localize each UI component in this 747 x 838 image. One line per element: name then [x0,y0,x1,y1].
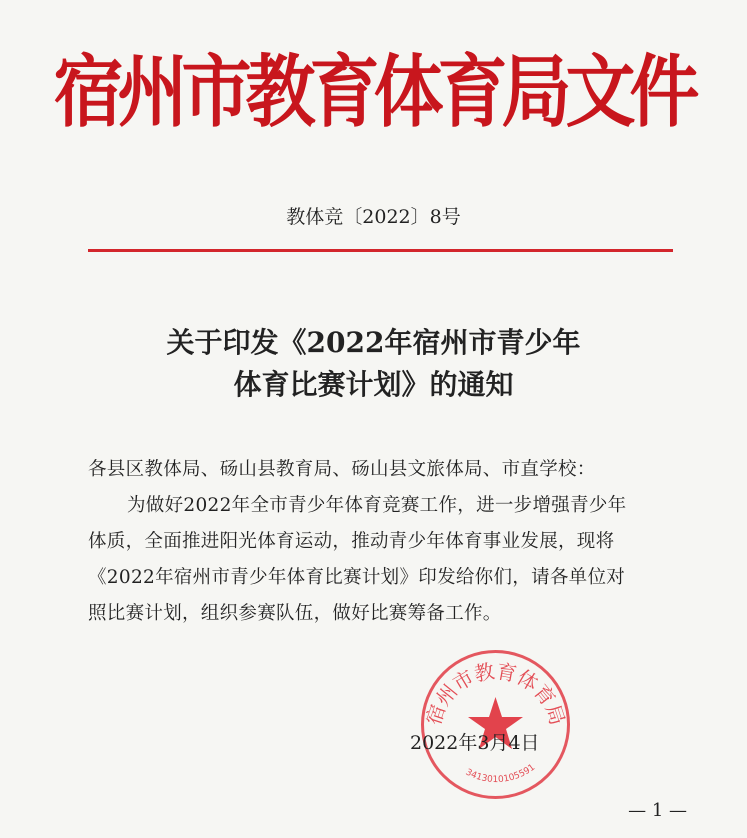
red-divider-line [88,249,673,252]
notice-title-line-1: 关于印发《2022年宿州市青少年 [166,326,581,359]
paragraph-line-4: 照比赛计划，组织参赛队伍，做好比赛筹备工作。 [88,603,502,624]
notice-title-line-2: 体育比赛计划》的通知 [233,368,514,401]
official-seal-stamp [418,647,573,802]
document-date: 2022年3月4日 [410,732,540,754]
salutation: 各县区教体局、砀山县教育局、砀山县文旅体局、市直学校： [88,459,596,480]
stamp-code: 3413010105591 [463,762,538,786]
page-number: — 1 — [628,800,687,821]
document-number: 教体竞〔2022〕8号 [286,206,461,228]
paragraph-line-2: 体质，全面推进阳光体育运动，推动青少年体育事业发展，现将 [88,531,615,552]
stamp-text: 宿州市教育体育局 [421,658,570,728]
document-header-title: 宿州市教育体育局文件 [53,44,694,138]
paragraph-line-3: 《2022年宿州市青少年体育比赛计划》印发给你们，请各单位对 [88,567,626,588]
paragraph-line-1: 为做好2022年全市青少年体育竞赛工作，进一步增强青少年 [127,495,627,516]
